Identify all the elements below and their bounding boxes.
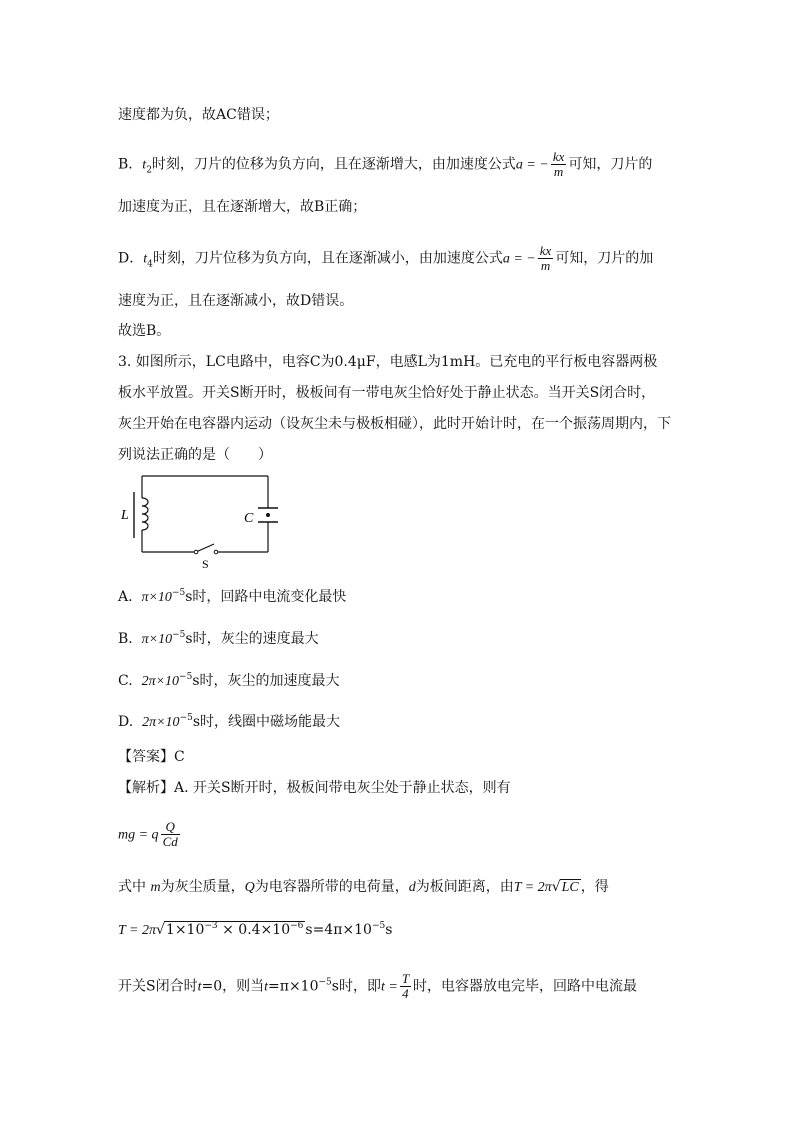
option-text: s时，回路中电流变化最快 (185, 589, 347, 605)
fraction-numerator: Q (161, 820, 180, 835)
exponent: −6 (290, 921, 304, 931)
switch-contact-left (194, 550, 198, 554)
option-text: s时，灰尘的速度最大 (185, 631, 319, 647)
option-label: B. (118, 631, 133, 647)
fraction (400, 972, 411, 1001)
text-segment: 可知，刀片的加 (555, 250, 654, 267)
var-q: Q (244, 880, 255, 895)
switch-contact-right (214, 550, 218, 554)
var-m: m (150, 880, 161, 895)
fraction-numerator: kx (539, 243, 552, 258)
definition-line (118, 878, 609, 897)
question-line: 3. 如图所示，LC电路中，电容C为0.4μF，电感L为1mH。已充电的平行板电容器两极 (118, 354, 658, 370)
sqrt-sign: √ (156, 922, 165, 938)
var-d: d (408, 880, 416, 895)
option-d (118, 713, 340, 732)
equation-period (118, 921, 392, 940)
sqrt-content: LC (561, 880, 579, 895)
time-var: t (142, 157, 147, 173)
fraction-denominator: m (553, 164, 564, 179)
analysis-line: 【解析】A. 开关S断开时，极板间带电灰尘处于静止状态，则有 (118, 780, 511, 796)
formula: a = − (515, 157, 549, 173)
equation-mg-qe (118, 820, 182, 849)
question-line: 灰尘开始在电容器内运动（设灰尘未与极板相碰），此时开始计时，在一个振荡周期内，下 (118, 416, 671, 432)
option-b-explanation (118, 150, 652, 179)
formula: a = − (502, 251, 536, 267)
text-segment: 为灰尘质量， (160, 879, 245, 895)
fraction (538, 244, 554, 273)
text-segment: 为板间距离，由 (415, 879, 514, 895)
var-t: t (197, 979, 202, 995)
switch-blade (196, 544, 214, 552)
exponent: −5 (318, 977, 332, 988)
label: D． (118, 250, 144, 267)
math: × 0.4×10 (217, 922, 291, 938)
text-segment: 时，电容器放电完毕，回路中电流最 (413, 978, 638, 995)
label: B． (118, 156, 143, 173)
label-switch: S (202, 557, 209, 571)
math: 1×10 (165, 922, 205, 938)
exponent: −5 (179, 713, 193, 723)
option-label: C. (118, 673, 133, 689)
sqrt-content (164, 921, 305, 938)
text-line: 故选B。 (118, 323, 171, 339)
text-segment: 式中 (118, 879, 146, 895)
subscript: 4 (147, 259, 153, 270)
subscript: 2 (146, 165, 152, 176)
option-label: D. (118, 714, 134, 730)
math: =π×10 (268, 978, 319, 995)
fraction (551, 150, 567, 179)
text-line: 加速度为正，且在逐渐增大，故B正确； (118, 199, 367, 215)
fraction-numerator: kx (552, 149, 565, 164)
text-segment: 可知，刀片的 (568, 156, 653, 173)
exponent: −5 (171, 588, 186, 598)
label-inductor: L (121, 508, 129, 523)
math: T = 2π (513, 880, 552, 895)
math: 2π×10 (142, 715, 180, 730)
option-b (118, 630, 319, 649)
math: π×10 (141, 590, 172, 605)
text-segment: 时刻，刀片的位移为负方向，且在逐渐增大，由加速度公式 (151, 156, 516, 173)
option-text: s时，灰尘的加速度最大 (192, 673, 340, 689)
fraction-denominator: Cd (162, 834, 178, 849)
answer-line: 【答案】C (118, 749, 185, 765)
question-line: 列说法正确的是（ ） (118, 447, 272, 463)
text-segment: 为电容器所带的电荷量， (254, 879, 409, 895)
exponent: −5 (371, 921, 386, 931)
dust-particle (266, 513, 270, 517)
exponent: −5 (179, 672, 193, 682)
text-line: 速度为正，且在逐渐减小，故D错误。 (118, 293, 354, 309)
math: mg = q (118, 827, 159, 843)
math: 2π×10 (141, 674, 180, 689)
math: t = (380, 979, 398, 995)
math: T = 2π (118, 923, 156, 938)
math: s=4π×10 (305, 922, 372, 938)
text-line: 速度都为负，故AC错误； (118, 107, 279, 123)
fraction-denominator: 4 (402, 986, 409, 1001)
lc-circuit-diagram (118, 468, 288, 572)
exponent: −3 (204, 921, 218, 931)
text-segment: =0，则当 (201, 978, 265, 995)
option-d-explanation (118, 244, 653, 273)
fraction (161, 820, 180, 849)
label-capacitor: C (244, 511, 254, 526)
option-a (118, 588, 346, 607)
fraction-denominator: m (540, 258, 551, 273)
inductor-coil (142, 498, 148, 530)
text-segment: 开关S闭合时 (118, 978, 198, 995)
text-segment: 时刻，刀片位移为负方向，且在逐渐减小，由加速度公式 (152, 250, 503, 267)
text-segment: ，得 (580, 879, 609, 895)
time-var: t (143, 251, 148, 267)
var-t: t (264, 979, 269, 995)
exponent: −5 (172, 630, 186, 640)
question-line: 板水平放置。开关S断开时，极板间有一带电灰尘恰好处于静止状态。当开关S闭合时， (118, 385, 656, 401)
text-segment: s时，即 (331, 978, 381, 995)
fraction-numerator: T (401, 971, 410, 986)
option-c (118, 672, 340, 691)
math: π×10 (141, 632, 173, 647)
math: s (385, 922, 393, 938)
sqrt-sign: √ (551, 879, 561, 895)
option-text: s时，线圈中磁场能最大 (192, 714, 341, 730)
final-line (118, 972, 637, 1001)
option-label: A. (118, 589, 133, 605)
